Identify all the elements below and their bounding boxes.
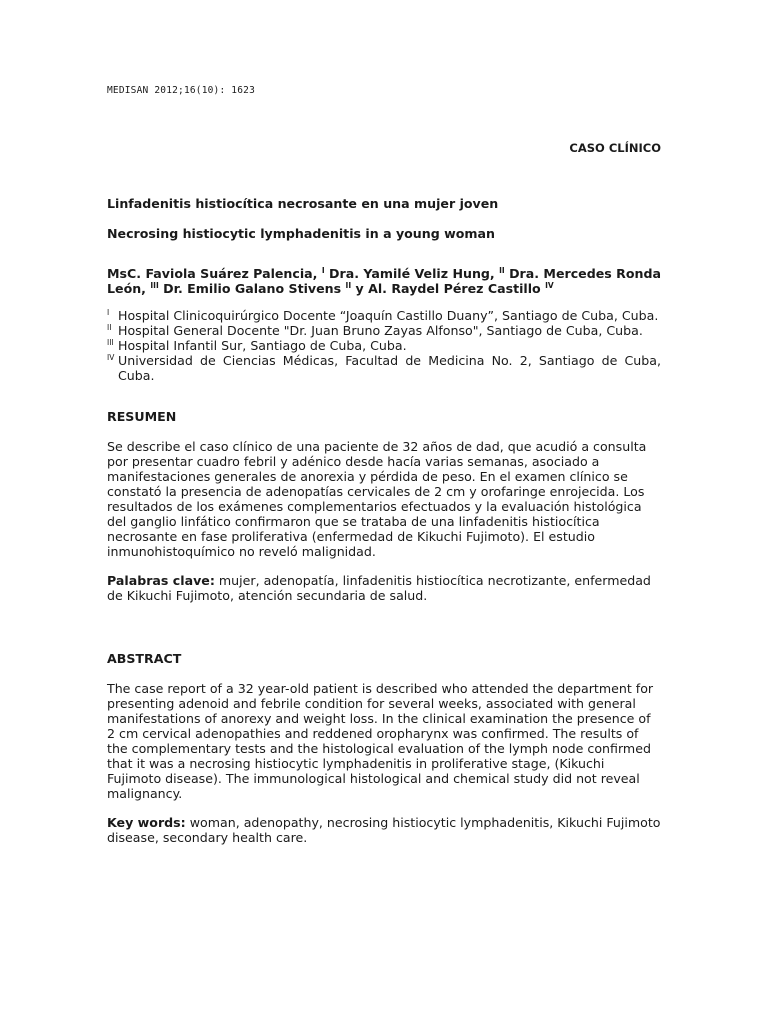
abstract-heading: ABSTRACT — [107, 651, 182, 666]
article-title-en: Necrosing histiocytic lymphadenitis in a young woman — [107, 226, 496, 241]
author-name: MsC. Faviola Suárez Palencia, — [107, 266, 322, 281]
resumen-keywords — [107, 573, 661, 603]
resumen-keywords-label: Palabras clave: — [107, 573, 215, 588]
author-affiliation-mark: IV — [545, 280, 554, 290]
affiliation-mark: IV — [107, 353, 115, 362]
abstract-keywords-label: Key words: — [107, 815, 186, 830]
resumen-heading: RESUMEN — [107, 409, 177, 424]
affiliation-item — [107, 353, 661, 383]
article-title-es: Linfadenitis histiocítica necrosante en una mujer joven — [107, 196, 499, 211]
author-name: Dra. Mercedes Ronda León, — [107, 266, 661, 296]
affiliation-mark: III — [107, 338, 114, 347]
author-list — [107, 266, 661, 296]
section-label: CASO CLÍNICO — [569, 141, 661, 155]
section-spacer — [107, 617, 661, 651]
affiliation-mark: I — [107, 308, 110, 317]
author-affiliation-mark: II — [499, 265, 505, 275]
abstract-keywords-text: woman, adenopathy, necrosing histiocytic lymphadenitis, Kikuchi Fujimoto disease, secondary health care. — [107, 815, 661, 845]
abstract-body: The case report of a 32 year-old patient is described who attended the department for presenting adenoid and febrile condition for several weeks, associated with general manifestations of anorexy and weight loss. In the clinical examination the presence of 2 cm cervical adenopathies and reddened oropharynx was confirmed. The results of the complementary tests and the histological evaluation of the lymph node confirmed that it was a necrosing histiocytic lymphadenitis in proliferative stage, (Kikuchi Fujimoto disease). The immunological histological and chemical study did not reveal malignancy. — [107, 681, 654, 801]
affiliation-item — [107, 338, 661, 353]
resumen-body: Se describe el caso clínico de una paciente de 32 años de dad, que acudió a consulta por presentar cuadro febril y adénico desde hacía varias semanas, asociado a manifestaciones generales de anorexia y pérdida de peso. En el examen clínico se constató la presencia de adenopatías cervicales de 2 cm y orofaringe enrojecida. Los resultados de los exámenes complementarios efectuados y la evaluación histológica del ganglio linfático confirmaron que se trataba de una linfadenitis histiocítica necrosante en fase proliferativa (enfermedad de Kikuchi Fujimoto). El estudio inmunohistoquímico no reveló malignidad. — [107, 439, 647, 559]
author-name: y Al. Raydel Pérez Castillo — [351, 281, 546, 296]
affiliation-mark: II — [107, 323, 112, 332]
article-content — [107, 196, 661, 859]
journal-reference: MEDISAN 2012;16(10): 1623 — [107, 85, 255, 96]
author-affiliation-mark: I — [321, 265, 325, 275]
abstract-keywords — [107, 815, 661, 845]
affiliation-text: Hospital General Docente "Dr. Juan Bruno Zayas Alfonso", Santiago de Cuba, Cuba. — [118, 323, 643, 338]
affiliation-text: Hospital Infantil Sur, Santiago de Cuba, Cuba. — [118, 338, 407, 353]
affiliation-list — [107, 308, 661, 383]
affiliation-item — [107, 308, 661, 323]
author-affiliation-mark: II — [345, 280, 352, 290]
author-affiliation-mark: III — [150, 280, 159, 290]
affiliation-item — [107, 323, 661, 338]
author-name: Dra. Yamilé Veliz Hung, — [324, 266, 500, 281]
affiliation-text: Hospital Clinicoquirúrgico Docente “Joaquín Castillo Duany”, Santiago de Cuba, Cuba. — [118, 308, 659, 323]
affiliation-text: Universidad de Ciencias Médicas, Facultad de Medicina No. 2, Santiago de Cuba, Cuba. — [118, 353, 661, 383]
resumen-keywords-text: mujer, adenopatía, linfadenitis histiocítica necrotizante, enfermedad de Kikuchi Fujimoto, atención secundaria de salud. — [107, 573, 651, 603]
author-name: Dr. Emilio Galano Stivens — [158, 281, 346, 296]
